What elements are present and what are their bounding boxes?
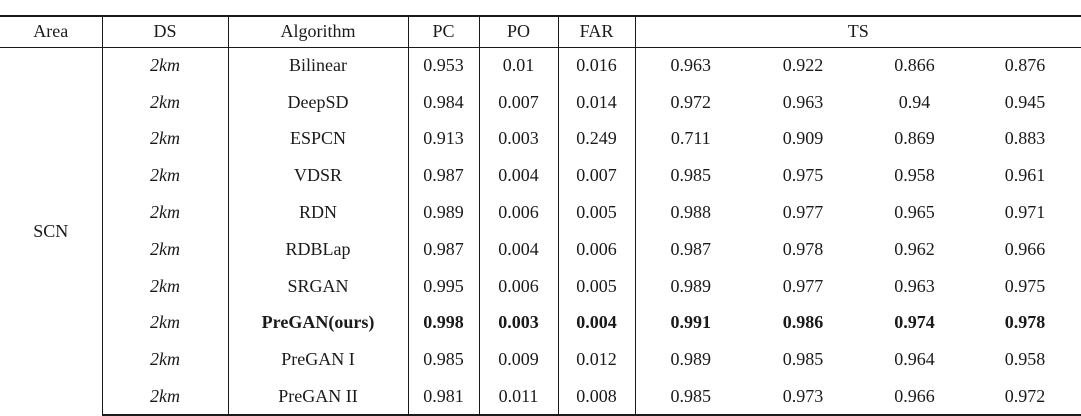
- far-cell: 0.249: [558, 121, 635, 158]
- ts-cell: 0.966: [1004, 238, 1046, 259]
- header-row: [0, 16, 1081, 47]
- table-row: [0, 231, 1081, 268]
- ts-cell: 0.986: [782, 312, 824, 333]
- ts-cell: 0.961: [1004, 165, 1046, 186]
- ts-cell: 0.963: [894, 275, 935, 296]
- ts-cell: 0.965: [894, 202, 935, 223]
- far-cell: 0.014: [558, 84, 635, 121]
- ts-cell: 0.972: [670, 91, 711, 112]
- pc-cell: 0.984: [408, 84, 479, 121]
- ts-cell: 0.974: [894, 312, 935, 333]
- po-cell: 0.004: [479, 157, 558, 194]
- far-cell: 0.016: [558, 47, 635, 84]
- far-cell: 0.005: [558, 194, 635, 231]
- po-cell: 0.011: [479, 378, 558, 415]
- po-cell: 0.003: [479, 305, 558, 342]
- pc-cell: 0.989: [408, 194, 479, 231]
- ts-cell: 0.972: [969, 378, 1081, 415]
- po-cell: 0.009: [479, 341, 558, 378]
- pc-cell: 0.987: [408, 231, 479, 268]
- ds-cell: 2km: [102, 268, 228, 305]
- ts-cell: 0.883: [1004, 128, 1046, 149]
- pc-cell: 0.913: [408, 121, 479, 158]
- table-row: [0, 157, 1081, 194]
- header-ds: DS: [102, 16, 228, 47]
- far-cell: 0.007: [558, 157, 635, 194]
- ts-cell: 0.962: [894, 238, 935, 259]
- clipped-caption: [0, 0, 1081, 14]
- ts-cell: 0.94: [898, 91, 931, 112]
- header-po: PO: [479, 16, 558, 47]
- algorithm-cell: ESPCN: [228, 121, 408, 158]
- ts-cell: 0.922: [782, 55, 824, 76]
- ts-cell: 0.964: [894, 349, 935, 370]
- far-cell: 0.012: [558, 341, 635, 378]
- ts-cell: 0.958: [894, 165, 935, 186]
- table-row: [0, 47, 1081, 84]
- ts-cell: 0.966: [860, 378, 969, 415]
- pc-cell: 0.995: [408, 268, 479, 305]
- table-row: [0, 121, 1081, 158]
- algorithm-cell: PreGAN II: [228, 378, 408, 415]
- algorithm-cell: RDBLap: [228, 231, 408, 268]
- header-pc: PC: [408, 16, 479, 47]
- ts-cell: 0.978: [1004, 312, 1046, 333]
- header-algorithm: Algorithm: [228, 16, 408, 47]
- pc-cell: 0.981: [408, 378, 479, 415]
- ds-cell: 2km: [102, 231, 228, 268]
- ts-cell: 0.973: [746, 378, 860, 415]
- far-cell: 0.006: [558, 231, 635, 268]
- algorithm-cell: SRGAN: [228, 268, 408, 305]
- results-table: [0, 15, 1081, 416]
- far-cell: 0.005: [558, 268, 635, 305]
- ts-cell: 0.975: [1004, 275, 1046, 296]
- table-row: [0, 194, 1081, 231]
- table-row-best: [0, 305, 1081, 342]
- ds-cell: 2km: [102, 378, 228, 415]
- ds-cell: 2km: [102, 84, 228, 121]
- ts-cell: 0.977: [782, 275, 824, 296]
- header-far: FAR: [558, 16, 635, 47]
- far-cell: 0.008: [558, 378, 635, 415]
- ts-cell: 0.978: [782, 238, 824, 259]
- table-row: [0, 268, 1081, 305]
- algorithm-cell: RDN: [228, 194, 408, 231]
- ts-cell: 0.977: [782, 202, 824, 223]
- ts-cell: 0.985: [782, 349, 824, 370]
- ds-cell: 2km: [102, 305, 228, 342]
- ts-cell: 0.909: [782, 128, 824, 149]
- ts-cell: 0.991: [670, 312, 711, 333]
- far-cell: 0.004: [558, 305, 635, 342]
- ts-cell: 0.876: [1004, 55, 1046, 76]
- algorithm-cell: Bilinear: [228, 47, 408, 84]
- ts-cell: 0.989: [670, 349, 711, 370]
- ts-cell: 0.869: [894, 128, 935, 149]
- po-cell: 0.004: [479, 231, 558, 268]
- ds-cell: 2km: [102, 157, 228, 194]
- po-cell: 0.006: [479, 194, 558, 231]
- algorithm-cell: PreGAN(ours): [228, 305, 408, 342]
- ds-cell: 2km: [102, 194, 228, 231]
- header-area: Area: [0, 16, 102, 47]
- ds-cell: 2km: [102, 341, 228, 378]
- ts-cell: 0.988: [670, 202, 711, 223]
- po-cell: 0.01: [479, 47, 558, 84]
- ts-cell: 0.985: [635, 378, 746, 415]
- ts-cell: 0.975: [782, 165, 824, 186]
- algorithm-cell: VDSR: [228, 157, 408, 194]
- algorithm-cell: PreGAN I: [228, 341, 408, 378]
- pc-cell: 0.985: [408, 341, 479, 378]
- ts-cell: 0.945: [1004, 91, 1046, 112]
- ts-cell: 0.958: [1004, 349, 1046, 370]
- header-ts: TS: [635, 16, 1081, 47]
- area-cell: SCN: [0, 47, 102, 415]
- po-cell: 0.003: [479, 121, 558, 158]
- table-row: [0, 84, 1081, 121]
- po-cell: 0.007: [479, 84, 558, 121]
- pc-cell: 0.953: [408, 47, 479, 84]
- ts-cell: 0.711: [670, 128, 711, 149]
- algorithm-cell: DeepSD: [228, 84, 408, 121]
- ts-cell: 0.987: [670, 238, 711, 259]
- po-cell: 0.006: [479, 268, 558, 305]
- ts-cell: 0.866: [894, 55, 935, 76]
- ds-cell: 2km: [102, 121, 228, 158]
- ts-cell: 0.963: [670, 55, 711, 76]
- table-row: [0, 341, 1081, 378]
- ts-cell: 0.989: [670, 275, 711, 296]
- pc-cell: 0.998: [408, 305, 479, 342]
- table-row: [0, 378, 1081, 415]
- ts-cell: 0.963: [782, 91, 824, 112]
- ts-cell: 0.971: [1004, 202, 1046, 223]
- ds-cell: 2km: [102, 47, 228, 84]
- ts-cell: 0.985: [670, 165, 711, 186]
- pc-cell: 0.987: [408, 157, 479, 194]
